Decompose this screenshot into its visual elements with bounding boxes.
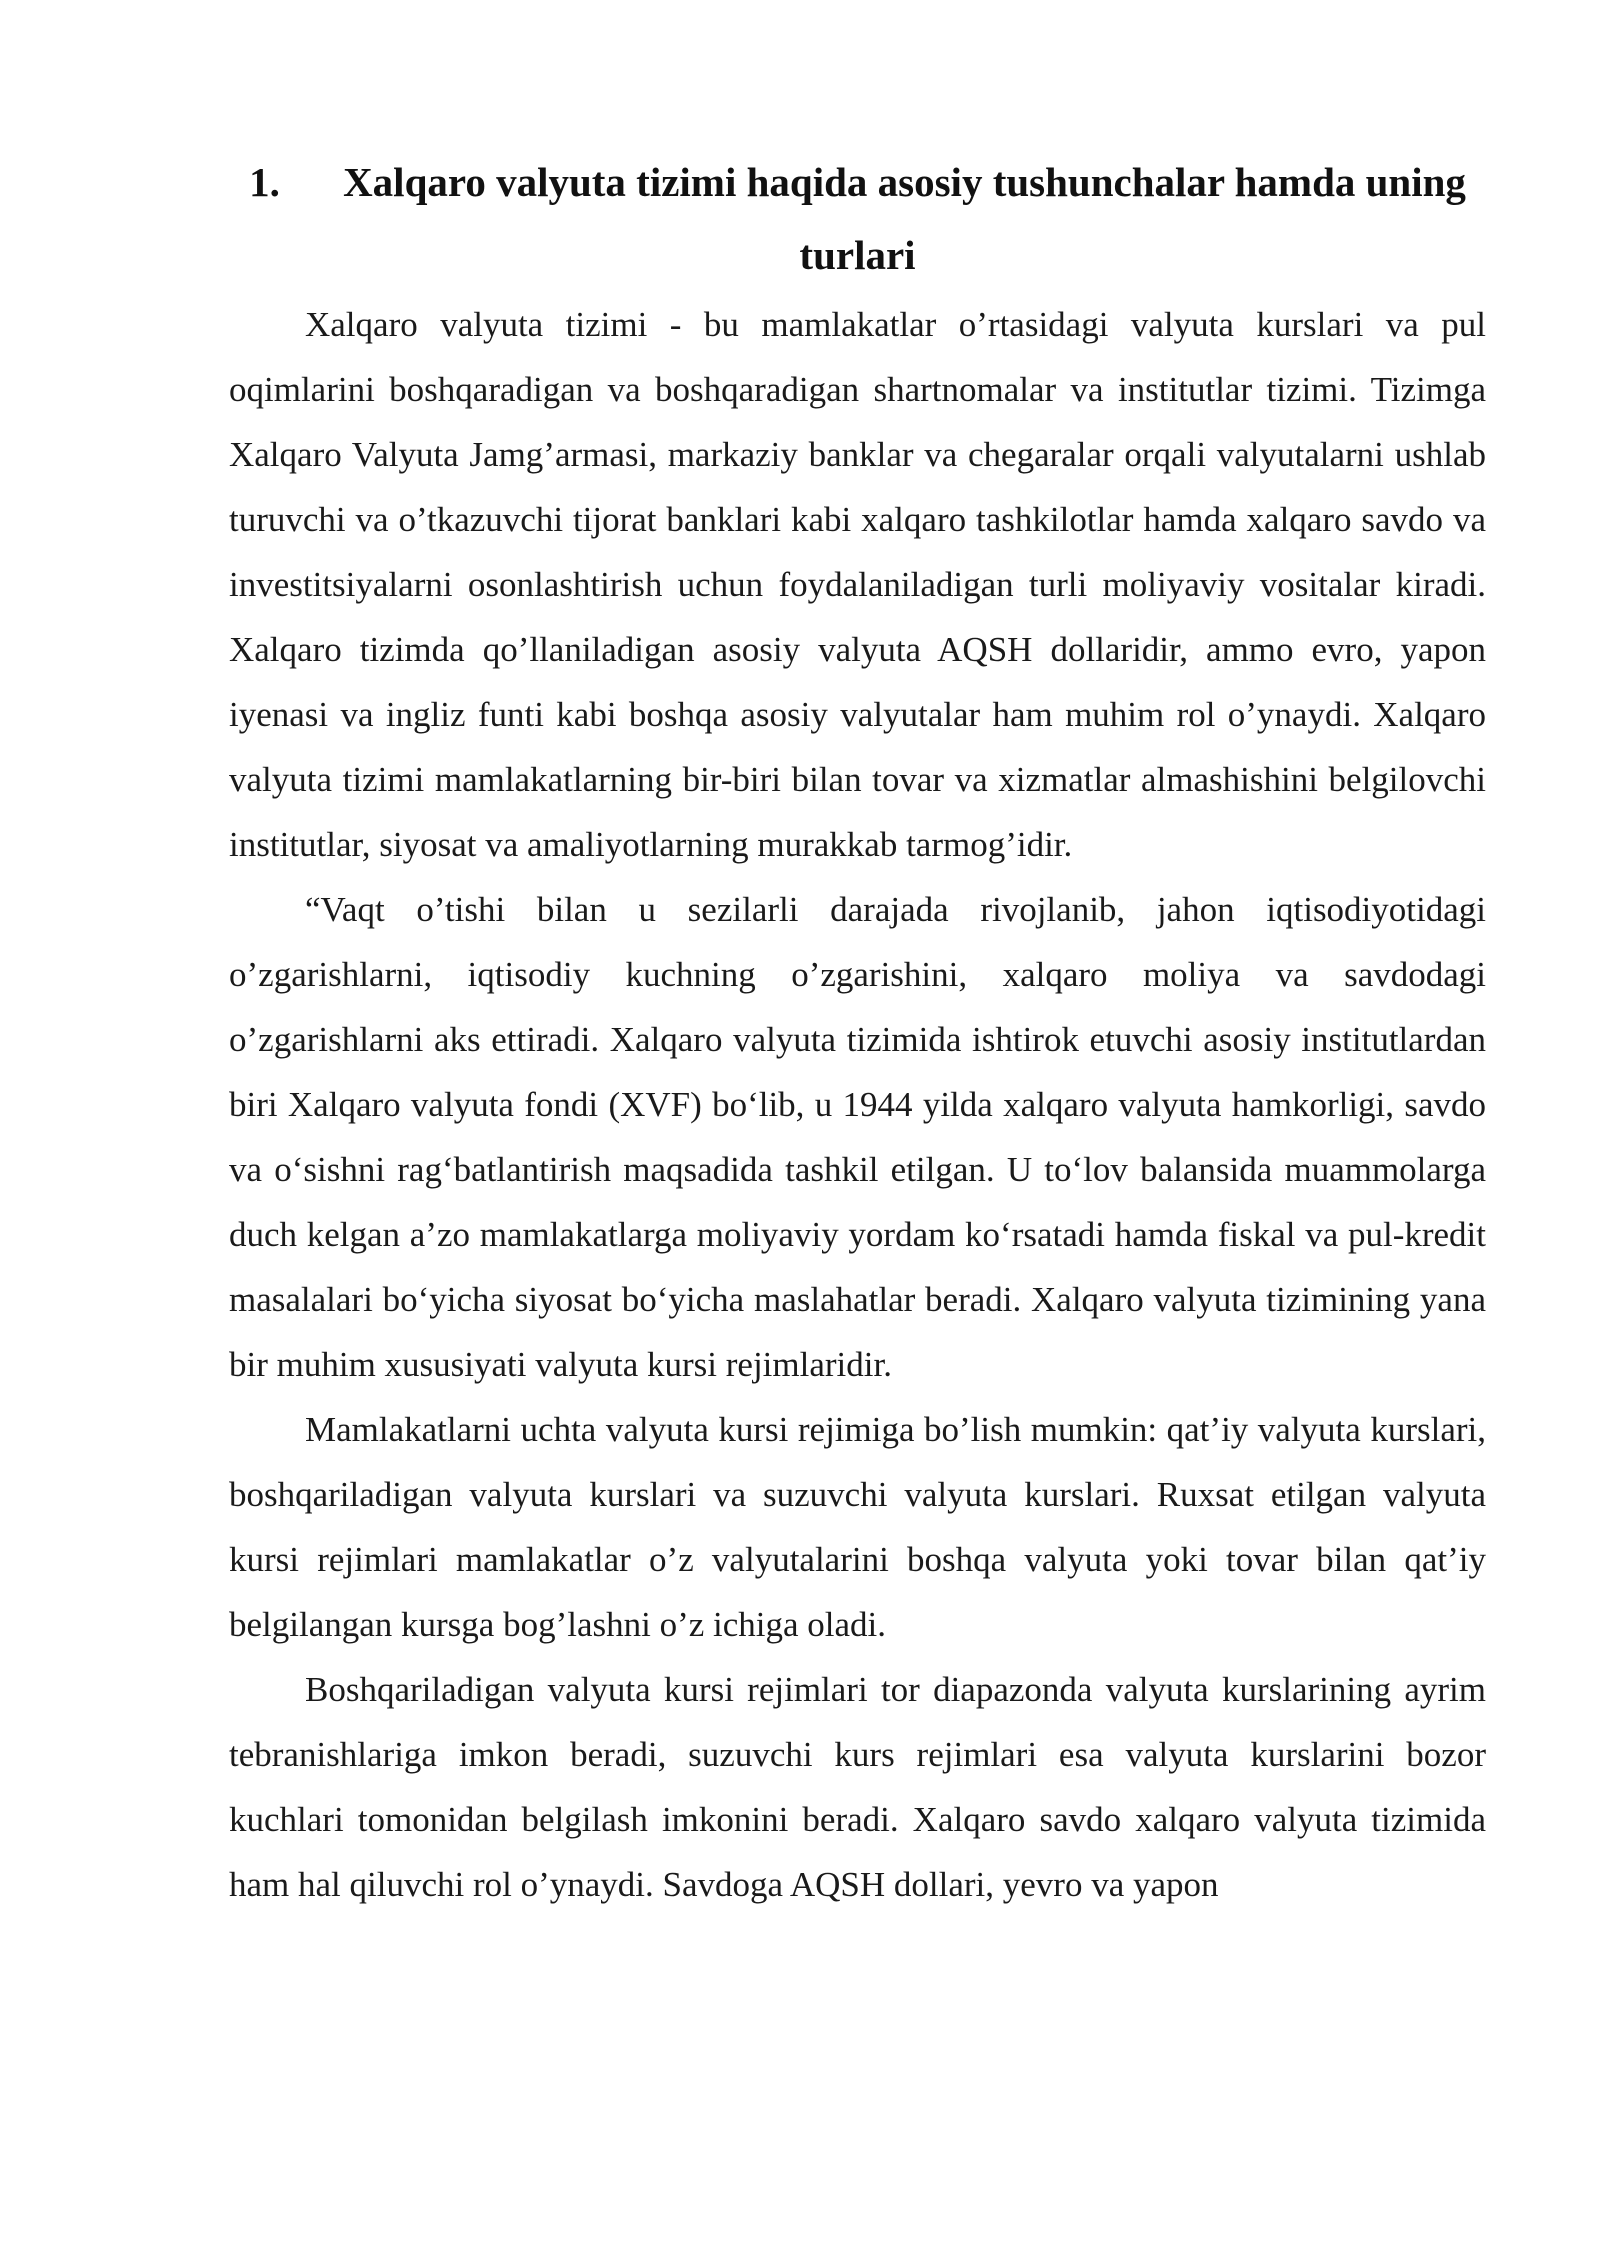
paragraph-2: “Vaqt o’tishi bilan u sezilarli darajada rivojlanib, jahon iqtisodiyotidagi o’zgarishlarni, iqtisodiy kuchning o’zgarishini, xalqaro moliya va savdodagi o’zgarishlarni aks ettiradi. Xalqaro valyuta tizimida ishtirok etuvchi asosiy institutlardan biri Xalqaro valyuta fondi (XVF) bo‘lib, u 1944 yilda xalqaro valyuta hamkorligi, savdo va o‘sishni rag‘batlantirish maqsadida tashkil etilgan. U to‘lov balansida muammolarga duch kelgan a’zo mamlakatlarga moliyaviy yordam ko‘rsatadi hamda fiskal va pul-kredit masalalari bo‘yicha siyosat bo‘yicha maslahatlar beradi. Xalqaro valyuta tizimining yana bir muhim xususiyati valyuta kursi rejimlaridir. [229, 890, 1486, 1384]
paragraph-4: Boshqariladigan valyuta kursi rejimlari tor diapazonda valyuta kurslarining ayrim tebranishlariga imkon beradi, suzuvchi kurs rejimlari esa valyuta kurslarini bozor kuchlari tomonidan belgilash imkonini beradi. Xalqaro savdo xalqaro valyuta tizimida ham hal qiluvchi rol o’ynaydi. Savdoga AQSH dollari, yevro va yapon [229, 1670, 1486, 1904]
paragraph-3: Mamlakatlarni uchta valyuta kursi rejimiga bo’lish mumkin: qat’iy valyuta kurslari, boshqariladigan valyuta kurslari va suzuvchi valyuta kurslari. Ruxsat etilgan valyuta kursi rejimlari mamlakatlar o’z valyutalarini boshqa valyuta yoki tovar bilan qat’iy belgilangan kursga bog’lashni o’z ichiga oladi. [229, 1410, 1486, 1644]
document-body [229, 146, 1486, 1917]
paragraph-1: Xalqaro valyuta tizimi - bu mamlakatlar o’rtasidagi valyuta kurslari va pul oqimlarini boshqaradigan va boshqaradigan shartnomalar va institutlar tizimi. Tizimga Xalqaro Valyuta Jamg’armasi, markaziy banklar va chegaralar orqali valyutalarni ushlab turuvchi va o’tkazuvchi tijorat banklari kabi xalqaro tashkilotlar hamda xalqaro savdo va investitsiyalarni osonlashtirish uchun foydalaniladigan turli moliyaviy vositalar kiradi. Xalqaro tizimda qo’llaniladigan asosiy valyuta AQSH dollaridir, ammo evro, yapon iyenasi va ingliz funti kabi boshqa asosiy valyutalar ham muhim rol o’ynaydi. Xalqaro valyuta tizimi mamlakatlarning bir-biri bilan tovar va xizmatlar almashishini belgilovchi institutlar, siyosat va amaliyotlarning murakkab tarmog’idir. [229, 305, 1486, 864]
section-heading [229, 146, 1486, 292]
section-title: Xalqaro valyuta tizimi haqida asosiy tushunchalar hamda uning turlari [343, 159, 1466, 278]
section-number: 1. [249, 159, 280, 205]
